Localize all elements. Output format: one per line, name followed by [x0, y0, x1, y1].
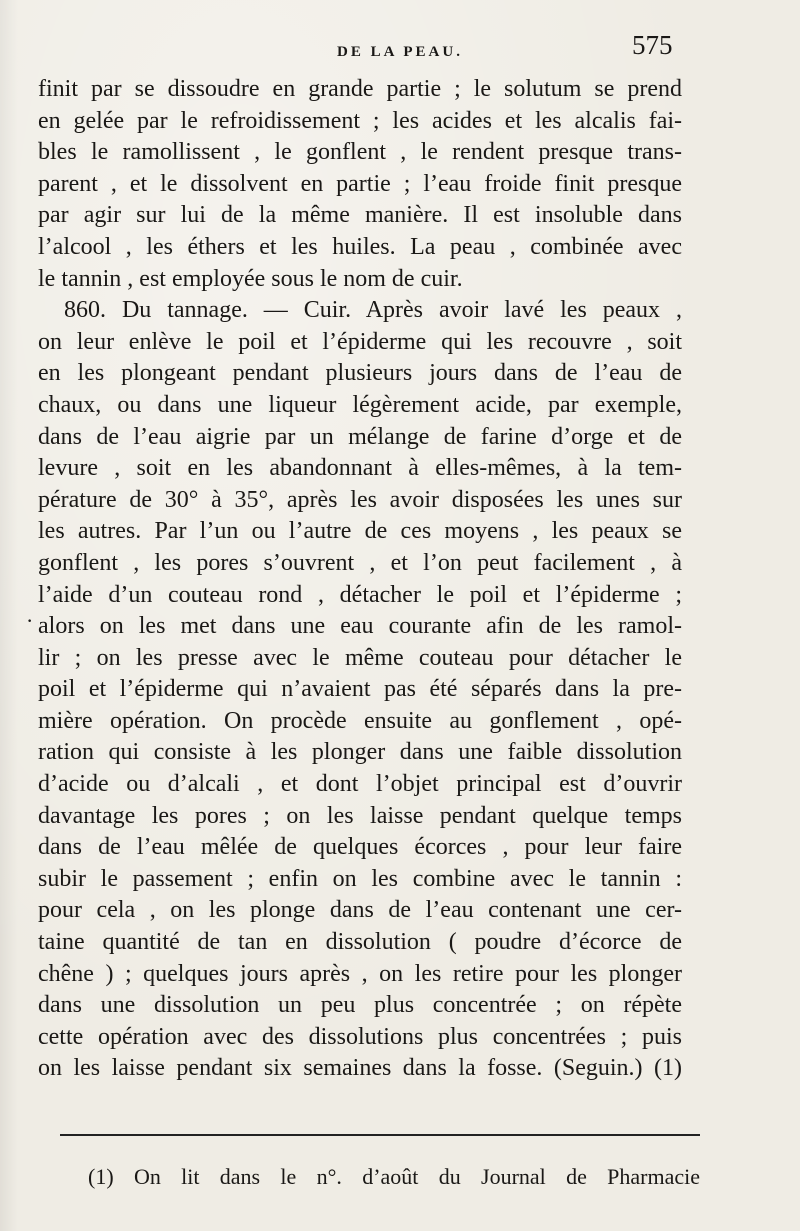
text-line: on les laisse pendant six semaines dans la fosse. (Seguin.) (1)	[38, 1055, 682, 1082]
text-line: ration qui consiste à les plonger dans une faible dissolution	[38, 739, 682, 766]
text-line: on leur enlève le poil et l’épiderme qui les recouvre , soit	[38, 328, 682, 355]
text-line: poil et l’épiderme qui n’avaient pas été séparés dans la pre-	[38, 676, 682, 703]
text-line: en les plongeant pendant plusieurs jours dans de l’eau de	[38, 360, 682, 387]
text-line: le tannin , est employée sous le nom de cuir.	[38, 265, 463, 292]
text-line: les autres. Par l’un ou l’autre de ces moyens , les peaux se	[38, 518, 682, 545]
text-line: pour cela , on les plonge dans de l’eau contenant une cer-	[38, 897, 682, 924]
running-head: DE LA PEAU.	[337, 44, 463, 60]
text-line: alors on les met dans une eau courante afin de les ramol-	[38, 613, 682, 640]
page-number: 575	[632, 30, 673, 60]
text-line: l’aide d’un couteau rond , détacher le poil et l’épiderme ;	[38, 581, 682, 608]
text-line: bles le ramollissent , le gonflent , le rendent presque trans-	[38, 139, 682, 166]
text-line: en gelée par le refroidissement ; les acides et les alcalis fai-	[38, 107, 682, 134]
text-line: pérature de 30° à 35°, après les avoir disposées les unes sur	[38, 486, 682, 513]
text-line: l’alcool , les éthers et les huiles. La peau , combinée avec	[38, 233, 682, 260]
text-line: chaux, ou dans une liqueur légèrement acide, par exemple,	[38, 391, 682, 418]
text-line: dans de l’eau mêlée de quelques écorces , pour leur faire	[38, 834, 682, 861]
text-line: gonflent , les pores s’ouvrent , et l’on peut facilement , à	[38, 549, 682, 576]
text-line: d’acide ou d’alcali , et dont l’objet principal est d’ouvrir	[38, 771, 682, 798]
margin-mark: ·	[26, 608, 34, 633]
text-line: mière opération. On procède ensuite au gonflement , opé-	[38, 707, 682, 734]
text-line: levure , soit en les abandonnant à elles-mêmes, à la tem-	[38, 455, 682, 482]
text-line: dans une dissolution un peu plus concentrée ; on répète	[38, 992, 682, 1019]
text-line: par agir sur lui de la même manière. Il est insoluble dans	[38, 202, 682, 229]
footnote-rule	[60, 1134, 700, 1136]
text-line: finit par se dissoudre en grande partie ; le solutum se prend	[38, 76, 682, 102]
text-line: cette opération avec des dissolutions plus concentrées ; puis	[38, 1023, 682, 1050]
body-text	[38, 74, 682, 1085]
text-line: chêne ) ; quelques jours après , on les retire pour les plonger	[38, 960, 682, 987]
text-line: lir ; on les presse avec le même couteau pour détacher le	[38, 644, 682, 671]
text-line: davantage les pores ; on les laisse pendant quelque temps	[38, 802, 682, 829]
text-line: taine quantité de tan en dissolution ( poudre d’écorce de	[38, 929, 682, 956]
paragraph-heading-line: 860. Du tannage. — Cuir. Après avoir lavé les peaux ,	[64, 297, 682, 324]
text-line: dans de l’eau aigrie par un mélange de farine d’orge et de	[38, 423, 682, 450]
footnote: (1) On lit dans le n°. d’août du Journal de Pharmacie	[88, 1164, 700, 1189]
text-line: subir le passement ; enfin on les combine avec le tannin :	[38, 865, 682, 892]
text-line: parent , et le dissolvent en partie ; l’eau froide finit presque	[38, 170, 682, 197]
